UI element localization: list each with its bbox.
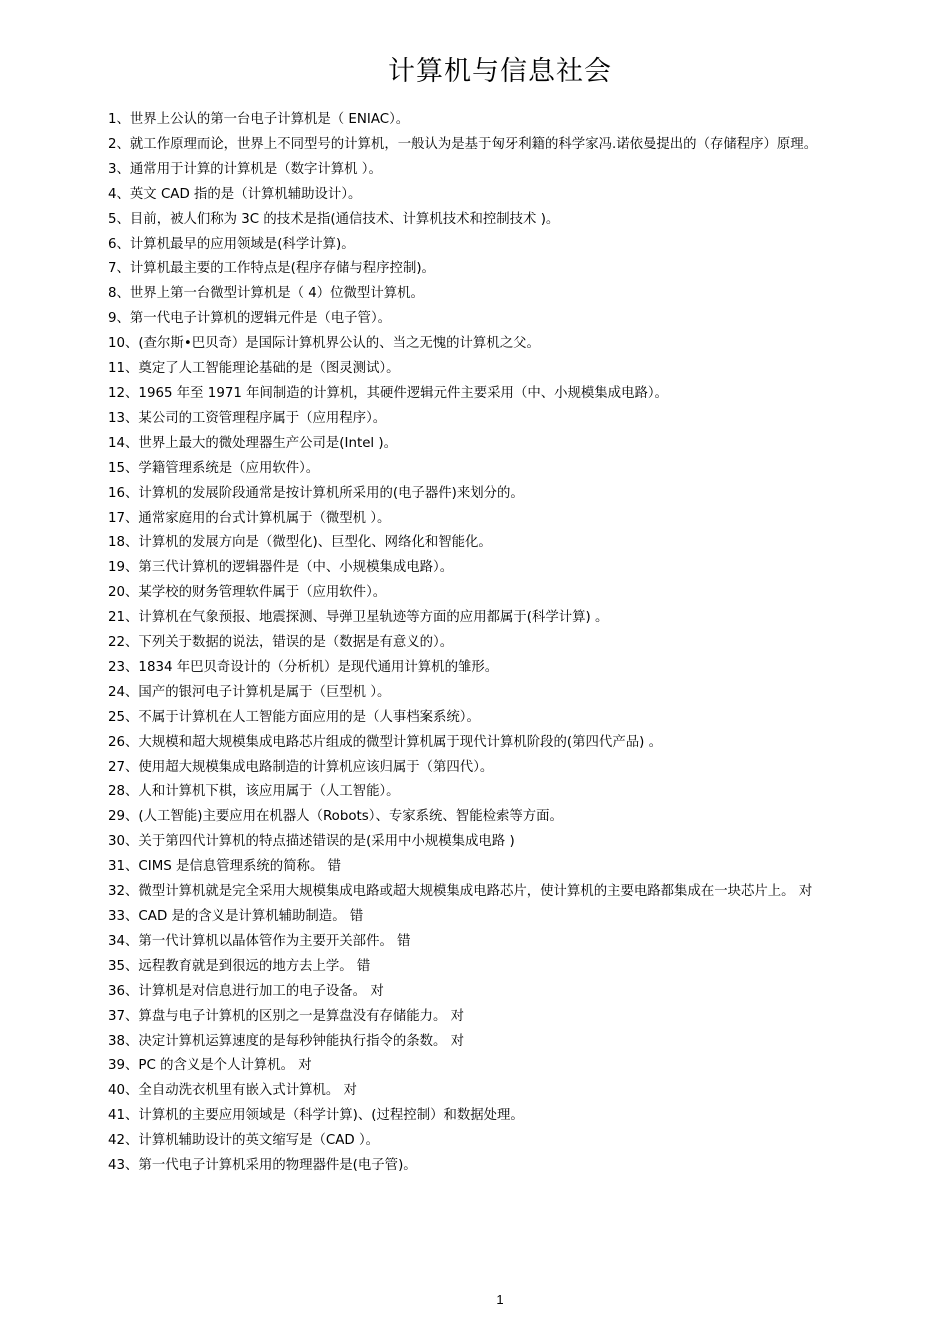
question-item: 12、1965 年至 1971 年间制造的计算机，其硬件逻辑元件主要采用（中、小规模集成电路）。	[108, 385, 668, 401]
question-item: 2、就工作原理而论，世界上不同型号的计算机，一般认为是基于匈牙利籍的科学家冯.诺依曼提出的（存储程序）原理。	[108, 136, 818, 152]
question-item: 43、第一代电子计算机采用的物理器件是(电子管)。	[108, 1158, 417, 1174]
question-item: 23、1834 年巴贝奇设计的（分析机）是现代通用计算机的雏形。	[108, 659, 499, 675]
question-item: 15、学籍管理系统是（应用软件）。	[108, 460, 320, 476]
question-item: 9、第一代电子计算机的逻辑元件是（电子管）。	[108, 311, 392, 327]
question-item: 22、下列关于数据的说法，错误的是（数据是有意义的）。	[108, 635, 454, 651]
question-item: 38、决定计算机运算速度的是每秒钟能执行指令的条数。 对	[108, 1033, 465, 1049]
question-item: 37、算盘与电子计算机的区别之一是算盘没有存储能力。 对	[108, 1008, 465, 1024]
question-item: 20、某学校的财务管理软件属于（应用软件）。	[108, 585, 387, 601]
question-item: 18、计算机的发展方向是（微型化)、巨型化、网络化和智能化。	[108, 535, 492, 551]
question-item: 27、使用超大规模集成电路制造的计算机应该归属于（第四代）。	[108, 759, 494, 775]
question-item: 32、微型计算机就是完全采用大规模集成电路或超大规模集成电路芯片，使计算机的主要电路都集成在一块芯片上。 对	[108, 884, 813, 900]
question-item: 8、世界上第一台微型计算机是（ 4）位微型计算机。	[108, 286, 424, 302]
question-item: 10、(查尔斯•巴贝奇）是国际计算机界公认的、当之无愧的计算机之父。	[108, 336, 540, 352]
question-item: 28、人和计算机下棋，该应用属于（人工智能）。	[108, 784, 400, 800]
question-item: 42、计算机辅助设计的英文缩写是（CAD ）。	[108, 1133, 380, 1149]
question-item: 33、CAD 是的含义是计算机辅助制造。 错	[108, 909, 364, 924]
question-item: 24、国产的银河电子计算机是属于（巨型机 ）。	[108, 684, 391, 700]
question-item: 30、关于第四代计算机的特点描述错误的是(采用中小规模集成电路 )	[108, 834, 515, 850]
question-item: 17、通常家庭用的台式计算机属于（微型机 ）。	[108, 510, 391, 526]
page-number: 1	[496, 1292, 504, 1307]
question-item: 7、计算机最主要的工作特点是(程序存储与程序控制)。	[108, 261, 435, 277]
question-list	[108, 108, 894, 1179]
question-item: 16、计算机的发展阶段通常是按计算机所采用的(电子器件)来划分的。	[108, 485, 524, 501]
question-item: 13、某公司的工资管理程序属于（应用程序）。	[108, 410, 387, 426]
question-item: 29、(人工智能)主要应用在机器人（Robots）、专家系统、智能检索等方面。	[108, 809, 563, 825]
question-item: 26、大规模和超大规模集成电路芯片组成的微型计算机属于现代计算机阶段的(第四代产品) 。	[108, 734, 662, 750]
question-item: 34、第一代计算机以晶体管作为主要开关部件。 错	[108, 933, 411, 949]
question-item: 41、计算机的主要应用领域是（科学计算)、(过程控制）和数据处理。	[108, 1108, 524, 1124]
question-item: 14、世界上最大的微处理器生产公司是(Intel )。	[108, 435, 398, 451]
question-item: 31、CIMS 是信息管理系统的简称。 错	[108, 859, 341, 875]
question-item: 19、第三代计算机的逻辑器件是（中、小规模集成电路）。	[108, 560, 454, 576]
question-item: 3、通常用于计算的计算机是（数字计算机 ）。	[108, 161, 382, 177]
question-item: 36、计算机是对信息进行加工的电子设备。 对	[108, 983, 384, 999]
question-item: 4、英文 CAD 指的是（计算机辅助设计）。	[108, 186, 362, 202]
question-item: 25、不属于计算机在人工智能方面应用的是（人事档案系统）。	[108, 709, 480, 725]
question-item: 11、奠定了人工智能理论基础的是（图灵测试）。	[108, 361, 400, 377]
question-item: 35、远程教育就是到很远的地方去上学。 错	[108, 958, 371, 974]
question-item: 5、目前，被人们称为 3C 的技术是指(通信技术、计算机技术和控制技术 )。	[108, 211, 560, 227]
question-item: 6、计算机最早的应用领域是(科学计算)。	[108, 236, 355, 252]
question-item: 21、计算机在气象预报、地震探测、导弹卫星轨迹等方面的应用都属于(科学计算) 。	[108, 610, 609, 626]
question-item: 1、世界上公认的第一台电子计算机是（ ENIAC）。	[108, 112, 410, 127]
question-item: 40、全自动洗衣机里有嵌入式计算机。 对	[108, 1083, 357, 1099]
document-title: 计算机与信息社会	[388, 56, 612, 87]
question-item: 39、PC 的含义是个人计算机。 对	[108, 1058, 312, 1074]
